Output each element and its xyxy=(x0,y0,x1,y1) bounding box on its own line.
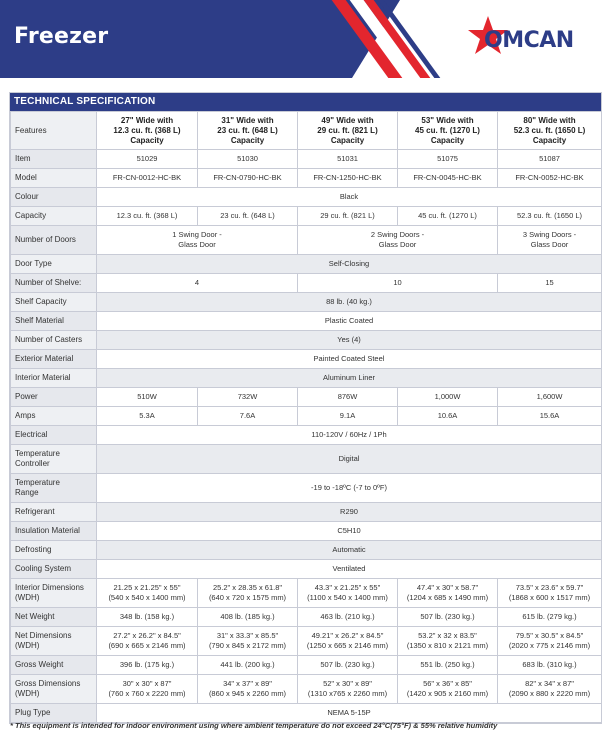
row-label: Interior Material xyxy=(11,369,97,388)
row-label: Shelf Material xyxy=(11,312,97,331)
table-cell: 15.6A xyxy=(498,407,602,426)
row-label: Amps xyxy=(11,407,97,426)
table-cell: C5H10 xyxy=(97,522,602,541)
table-cell: 82" x 34" x 87" (2090 x 880 x 2220 mm) xyxy=(498,675,602,704)
table-cell: 5.3A xyxy=(97,407,198,426)
table-cell: 27.2" x 26.2" x 84.5" (690 x 665 x 2146 mm) xyxy=(97,627,198,656)
table-cell: -19 to -18ºC (-7 to 0ºF) xyxy=(97,474,602,503)
brand-name: OMCAN xyxy=(484,28,574,53)
table-cell: 23 cu. ft. (648 L) xyxy=(198,207,298,226)
row-label: Exterior Material xyxy=(11,350,97,369)
table-cell: 47.4" x 30" x 58.7" (1204 x 685 x 1490 mm) xyxy=(398,579,498,608)
table-cell: Digital xyxy=(97,445,602,474)
table-cell: 507 lb. (230 kg.) xyxy=(398,608,498,627)
table-cell: 25.2" x 28.35 x 61.8" (640 x 720 x 1575 mm) xyxy=(198,579,298,608)
table-row xyxy=(11,608,602,627)
table-cell: 510W xyxy=(97,388,198,407)
table-cell: 15 xyxy=(498,274,602,293)
row-label: Net Dimensions (WDH) xyxy=(11,627,97,656)
table-row xyxy=(11,704,602,723)
table-cell: NEMA 5-15P xyxy=(97,704,602,723)
table-cell: 3 Swing Doors - Glass Door xyxy=(498,226,602,255)
table-cell: R290 xyxy=(97,503,602,522)
table-cell: 51075 xyxy=(398,150,498,169)
table-row xyxy=(11,188,602,207)
table-cell: 441 lb. (200 kg.) xyxy=(198,656,298,675)
table-cell: Automatic xyxy=(97,541,602,560)
table-cell: FR-CN-0790-HC-BK xyxy=(198,169,298,188)
table-row xyxy=(11,407,602,426)
column-header: 31" Wide with 23 cu. ft. (648 L) Capacity xyxy=(198,112,298,150)
table-cell: 52" x 30" x 89" (1310 x765 x 2260 mm) xyxy=(298,675,398,704)
table-cell: 88 lb. (40 kg.) xyxy=(97,293,602,312)
spec-table xyxy=(10,111,602,723)
table-row xyxy=(11,656,602,675)
row-label: Interior Dimensions (WDH) xyxy=(11,579,97,608)
table-cell: 615 lb. (279 kg.) xyxy=(498,608,602,627)
spec-table-container xyxy=(9,92,602,724)
table-row xyxy=(11,331,602,350)
table-cell: 396 lb. (175 kg.) xyxy=(97,656,198,675)
table-row xyxy=(11,112,602,150)
table-cell: 43.3" x 21.25" x 55" (1100 x 540 x 1400 mm) xyxy=(298,579,398,608)
page-title: Freezer xyxy=(14,24,109,49)
table-row xyxy=(11,579,602,608)
table-cell: 73.5" x 23.6" x 59.7" (1868 x 600 x 1517 mm) xyxy=(498,579,602,608)
table-row xyxy=(11,675,602,704)
table-cell: 110-120V / 60Hz / 1Ph xyxy=(97,426,602,445)
row-label: Item xyxy=(11,150,97,169)
table-cell: 732W xyxy=(198,388,298,407)
table-cell: 2 Swing Doors - Glass Door xyxy=(298,226,498,255)
column-header: 53" Wide with 45 cu. ft. (1270 L) Capacity xyxy=(398,112,498,150)
table-cell: 7.6A xyxy=(198,407,298,426)
table-cell: 1,000W xyxy=(398,388,498,407)
table-cell: 49.21" x 26.2" x 84.5" (1250 x 665 x 2146 mm) xyxy=(298,627,398,656)
table-row xyxy=(11,426,602,445)
column-header: 49" Wide with 29 cu. ft. (821 L) Capacity xyxy=(298,112,398,150)
table-cell: 463 lb. (210 kg.) xyxy=(298,608,398,627)
row-label: Shelf Capacity xyxy=(11,293,97,312)
table-cell: 45 cu. ft. (1270 L) xyxy=(398,207,498,226)
row-label: Electrical xyxy=(11,426,97,445)
table-cell: 21.25 x 21.25" x 55" (540 x 540 x 1400 mm) xyxy=(97,579,198,608)
table-row xyxy=(11,369,602,388)
table-row xyxy=(11,560,602,579)
table-cell: 10.6A xyxy=(398,407,498,426)
row-label: Features xyxy=(11,112,97,150)
table-row xyxy=(11,255,602,274)
row-label: Refrigerant xyxy=(11,503,97,522)
table-row xyxy=(11,627,602,656)
spec-heading: TECHNICAL SPECIFICATION xyxy=(10,93,601,111)
table-cell: 51029 xyxy=(97,150,198,169)
table-row xyxy=(11,350,602,369)
table-cell: 408 lb. (185 kg.) xyxy=(198,608,298,627)
table-cell: 30" x 30" x 87" (760 x 760 x 2220 mm) xyxy=(97,675,198,704)
table-row xyxy=(11,274,602,293)
table-cell: 348 lb. (158 kg.) xyxy=(97,608,198,627)
table-cell: 56" x 36" x 85" (1420 x 905 x 2160 mm) xyxy=(398,675,498,704)
table-cell: 29 cu. ft. (821 L) xyxy=(298,207,398,226)
row-label: Power xyxy=(11,388,97,407)
table-cell: 51087 xyxy=(498,150,602,169)
row-label: Capacity xyxy=(11,207,97,226)
column-header: 80" Wide with 52.3 cu. ft. (1650 L) Capacity xyxy=(498,112,602,150)
table-row xyxy=(11,388,602,407)
row-label: Door Type xyxy=(11,255,97,274)
page-header xyxy=(0,0,609,78)
table-cell: 34" x 37" x 89" (860 x 945 x 2260 mm) xyxy=(198,675,298,704)
table-row xyxy=(11,293,602,312)
table-row xyxy=(11,522,602,541)
table-cell: 51030 xyxy=(198,150,298,169)
row-label: Plug Type xyxy=(11,704,97,723)
table-row xyxy=(11,445,602,474)
table-cell: 1 Swing Door - Glass Door xyxy=(97,226,298,255)
table-cell: FR-CN-1250-HC-BK xyxy=(298,169,398,188)
table-row xyxy=(11,312,602,331)
table-row xyxy=(11,474,602,503)
table-cell: 876W xyxy=(298,388,398,407)
table-cell: 9.1A xyxy=(298,407,398,426)
column-header: 27" Wide with 12.3 cu. ft. (368 L) Capacity xyxy=(97,112,198,150)
table-cell: 51031 xyxy=(298,150,398,169)
table-cell: 79.5" x 30.5" x 84.5" (2020 x 775 x 2146 mm) xyxy=(498,627,602,656)
row-label: Number of Shelve: xyxy=(11,274,97,293)
row-label: Temperature Range xyxy=(11,474,97,503)
table-row xyxy=(11,541,602,560)
row-label: Insulation Material xyxy=(11,522,97,541)
row-label: Gross Weight xyxy=(11,656,97,675)
table-cell: FR-CN-0012-HC-BK xyxy=(97,169,198,188)
row-label: Gross Dimensions (WDH) xyxy=(11,675,97,704)
table-cell: 53.2" x 32 x 83.5" (1350 x 810 x 2121 mm) xyxy=(398,627,498,656)
table-cell: Painted Coated Steel xyxy=(97,350,602,369)
row-label: Number of Doors xyxy=(11,226,97,255)
table-cell: 1,600W xyxy=(498,388,602,407)
table-cell: Self-Closing xyxy=(97,255,602,274)
row-label: Colour xyxy=(11,188,97,207)
table-cell: 31" x 33.3" x 85.5" (790 x 845 x 2172 mm) xyxy=(198,627,298,656)
table-cell: Ventilated xyxy=(97,560,602,579)
omcan-logo xyxy=(466,14,596,62)
table-cell: 4 xyxy=(97,274,298,293)
row-label: Defrosting xyxy=(11,541,97,560)
table-cell: Plastic Coated xyxy=(97,312,602,331)
row-label: Number of Casters xyxy=(11,331,97,350)
row-label: Model xyxy=(11,169,97,188)
table-cell: 12.3 cu. ft. (368 L) xyxy=(97,207,198,226)
table-cell: 507 lb. (230 kg.) xyxy=(298,656,398,675)
table-cell: 683 lb. (310 kg.) xyxy=(498,656,602,675)
table-cell: FR-CN-0052-HC-BK xyxy=(498,169,602,188)
row-label: Temperature Controller xyxy=(11,445,97,474)
table-row xyxy=(11,226,602,255)
footnote: * This equipment is intended for indoor environment using where ambient temperature do not exceed 24°C(75°F) & 55% relative humidity xyxy=(10,721,498,730)
row-label: Net Weight xyxy=(11,608,97,627)
table-cell: FR-CN-0045-HC-BK xyxy=(398,169,498,188)
row-label: Cooling System xyxy=(11,560,97,579)
table-cell: 551 lb. (250 kg.) xyxy=(398,656,498,675)
table-cell: Aluminum Liner xyxy=(97,369,602,388)
table-row xyxy=(11,503,602,522)
table-row xyxy=(11,169,602,188)
table-row xyxy=(11,207,602,226)
table-cell: 10 xyxy=(298,274,498,293)
table-cell: 52.3 cu. ft. (1650 L) xyxy=(498,207,602,226)
table-row xyxy=(11,150,602,169)
table-cell: Yes (4) xyxy=(97,331,602,350)
table-cell: Black xyxy=(97,188,602,207)
